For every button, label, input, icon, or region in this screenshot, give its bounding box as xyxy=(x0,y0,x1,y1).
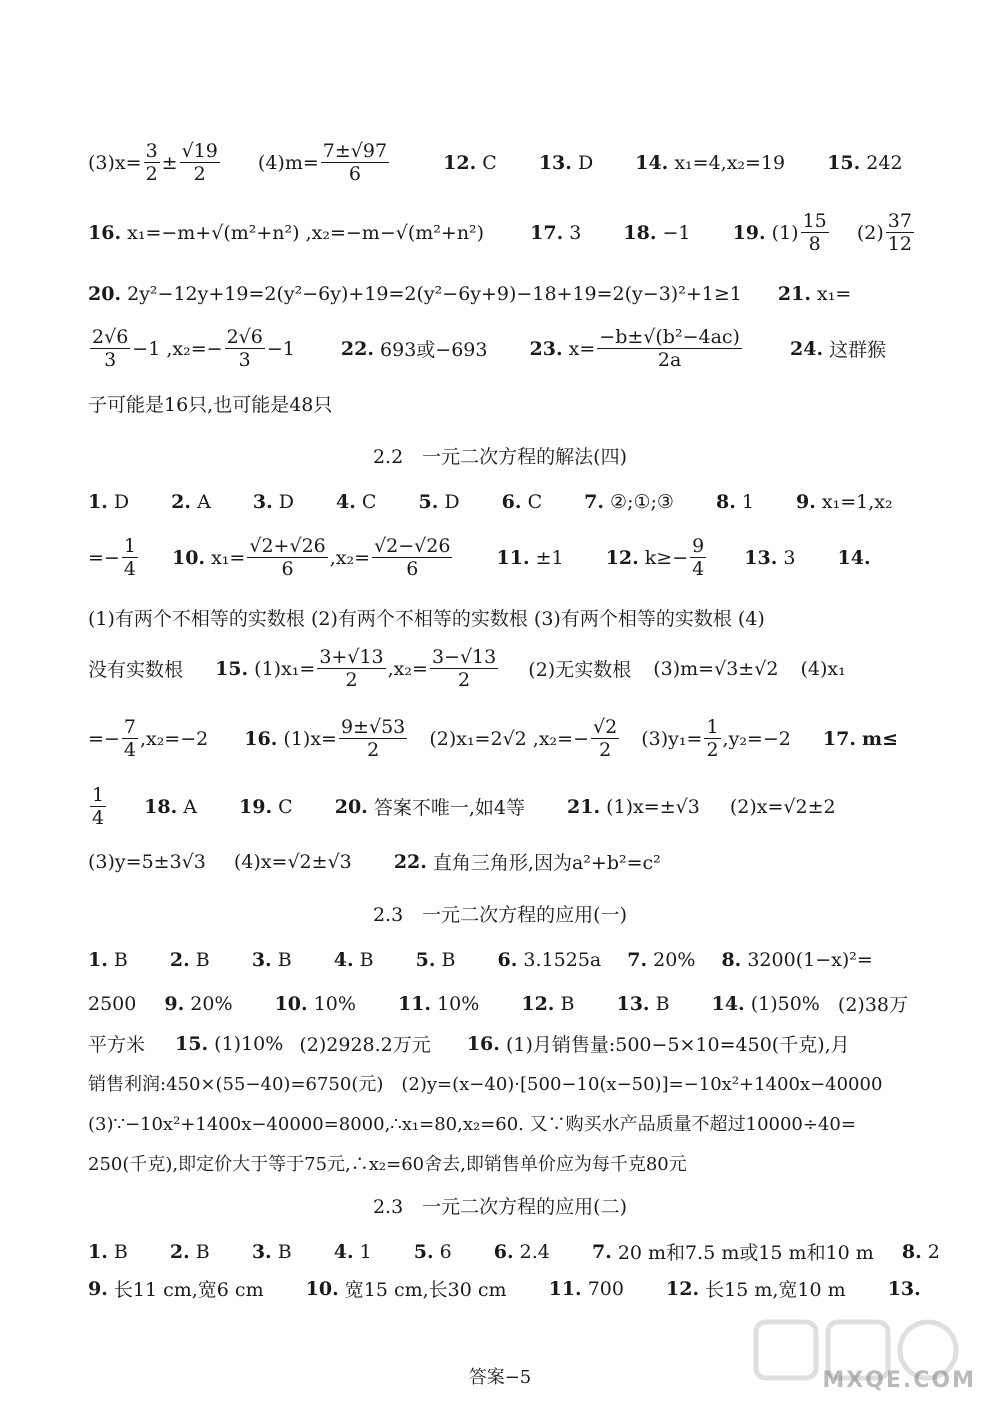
s4-row1: 1. B 2. B 3. B 4. 1 5. 6 6. 2.4 7. 20 m和7.5 m或15 m和10 m 8. 2 xyxy=(88,1240,940,1264)
s1-row1: (3)x= $\frac{3}{2}$ ± $\frac{√19}{2}$ (4)m= $\frac{7\pm√97}{6}$ 12. C 13. D 14. x₁=4,x₂=19 15. 242 xyxy=(88,140,903,185)
s2-row6: $\frac{1}{4}$ 18. A 19. C 20. 答案不唯一,如4等 21. (1)x=±√3 (2)x=√2±2 xyxy=(92,784,836,829)
s3-row6: 250(千克),即定价大于等于75元,∴x₂=60舍去,即销售单价应为每千克80元 xyxy=(88,1154,687,1175)
s3-row4: 销售利润:450×(55−40)=6750(元) (2)y=(x−40)·[500−10(x−50)]=−10x²+1400x−40000 xyxy=(88,1074,883,1095)
fraction: $\frac{3}{2}$ xyxy=(145,140,158,185)
s2-row1: 1. D 2. A 3. D 4. C 5. D 6. C 7. ②;①;③ 8. 1 9. x₁=1,x₂ xyxy=(88,491,893,513)
s1-row4: $\frac{2√6}{3}$ −1 ,x₂=− $\frac{2√6}{3}$ −1 22. 693或−693 23. x= $\frac{\text{−b±√(b²−4ac)}}{2a}$ 24. 这群猴 xyxy=(92,326,887,371)
s3-row1: 1. B 2. B 3. B 4. B 5. B 6. 3.1525a 7. 20% 8. 3200(1−x)²= xyxy=(88,949,873,971)
s4-row2: 9. 长11 cm,宽6 cm 10. 宽15 cm,长30 cm 11. 700 12. 长15 m,宽10 m 13. xyxy=(88,1277,921,1301)
s1-row5: 子可能是16只,也可能是48只 xyxy=(88,394,333,416)
fraction: $\frac{√19}{2}$ xyxy=(181,140,218,185)
page-number: 答案−5 xyxy=(468,1367,532,1388)
s2-row5: =− $\frac{7}{4}$ ,x₂=−2 16. (1)x= $\frac{9\pm√53}{2}$ (2)x₁=2√2 ,x₂=− $\frac{√2}{2}$ (3)y₁= $\frac{1}{2}$ ,y₂=−2 17. m≤ xyxy=(88,716,899,761)
s3-row2: 2500 9. 20% 10. 10% 11. 10% 12. B 13. B 14. (1)50% (2)38万 xyxy=(88,992,909,1016)
s2-row3: (1)有两个不相等的实数根 (2)有两个不相等的实数根 (3)有两个相等的实数根 (4) xyxy=(88,608,765,630)
s3-row5: (3)∵−10x²+1400x−40000=8000,∴x₁=80,x₂=60. 又∵购买水产品质量不超过10000÷40= xyxy=(88,1114,856,1135)
s2-row2: =− $\frac{1}{4}$ 10. x₁= $\frac{√2+√26}{6}$ ,x₂= $\frac{√2-√26}{6}$ 11. ±1 12. k≥− $\frac{9}{4}$ 13. 3 14. xyxy=(88,535,871,580)
s1-row2: 16. x₁=−m+√(m²+n²) ,x₂=−m−√(m²+n²) 17. 3 18. −1 19. (1) $\frac{15}{8}$ (2) $\frac{37}{12}$ xyxy=(88,210,912,255)
s2-row7: (3)y=5±3√3 (4)x=√2±√3 22. 直角三角形,因为a²+b²=c² xyxy=(88,850,661,874)
s1-row3: 20. 2y²−12y+19=2(y²−6y)+19=2(y²−6y+9)−18+19=2(y−3)²+1≥1 21. x₁= xyxy=(88,283,852,305)
section-title: 2.3 一元二次方程的应用(二) xyxy=(372,1196,628,1218)
watermark-url: MXQE.COM xyxy=(822,1368,976,1393)
section-title: 2.2 一元二次方程的解法(四) xyxy=(372,446,628,468)
section-title: 2.3 一元二次方程的应用(一) xyxy=(372,904,628,926)
s2-row4: 没有实数根 15. (1)x₁= $\frac{3+√13}{2}$ ,x₂= $\frac{3-√13}{2}$ (2)无实数根 (3)m=√3±√2 (4)x₁ xyxy=(88,646,846,691)
ans-3: (3)x= xyxy=(88,151,142,174)
s3-row3: 平方米 15. (1)10% (2)2928.2万元 16. (1)月销售量:500−5×10=450(千克),月 xyxy=(88,1032,850,1056)
fraction: $\frac{7\pm√97}{6}$ xyxy=(322,140,388,185)
ans-4: (4)m= xyxy=(257,151,319,174)
